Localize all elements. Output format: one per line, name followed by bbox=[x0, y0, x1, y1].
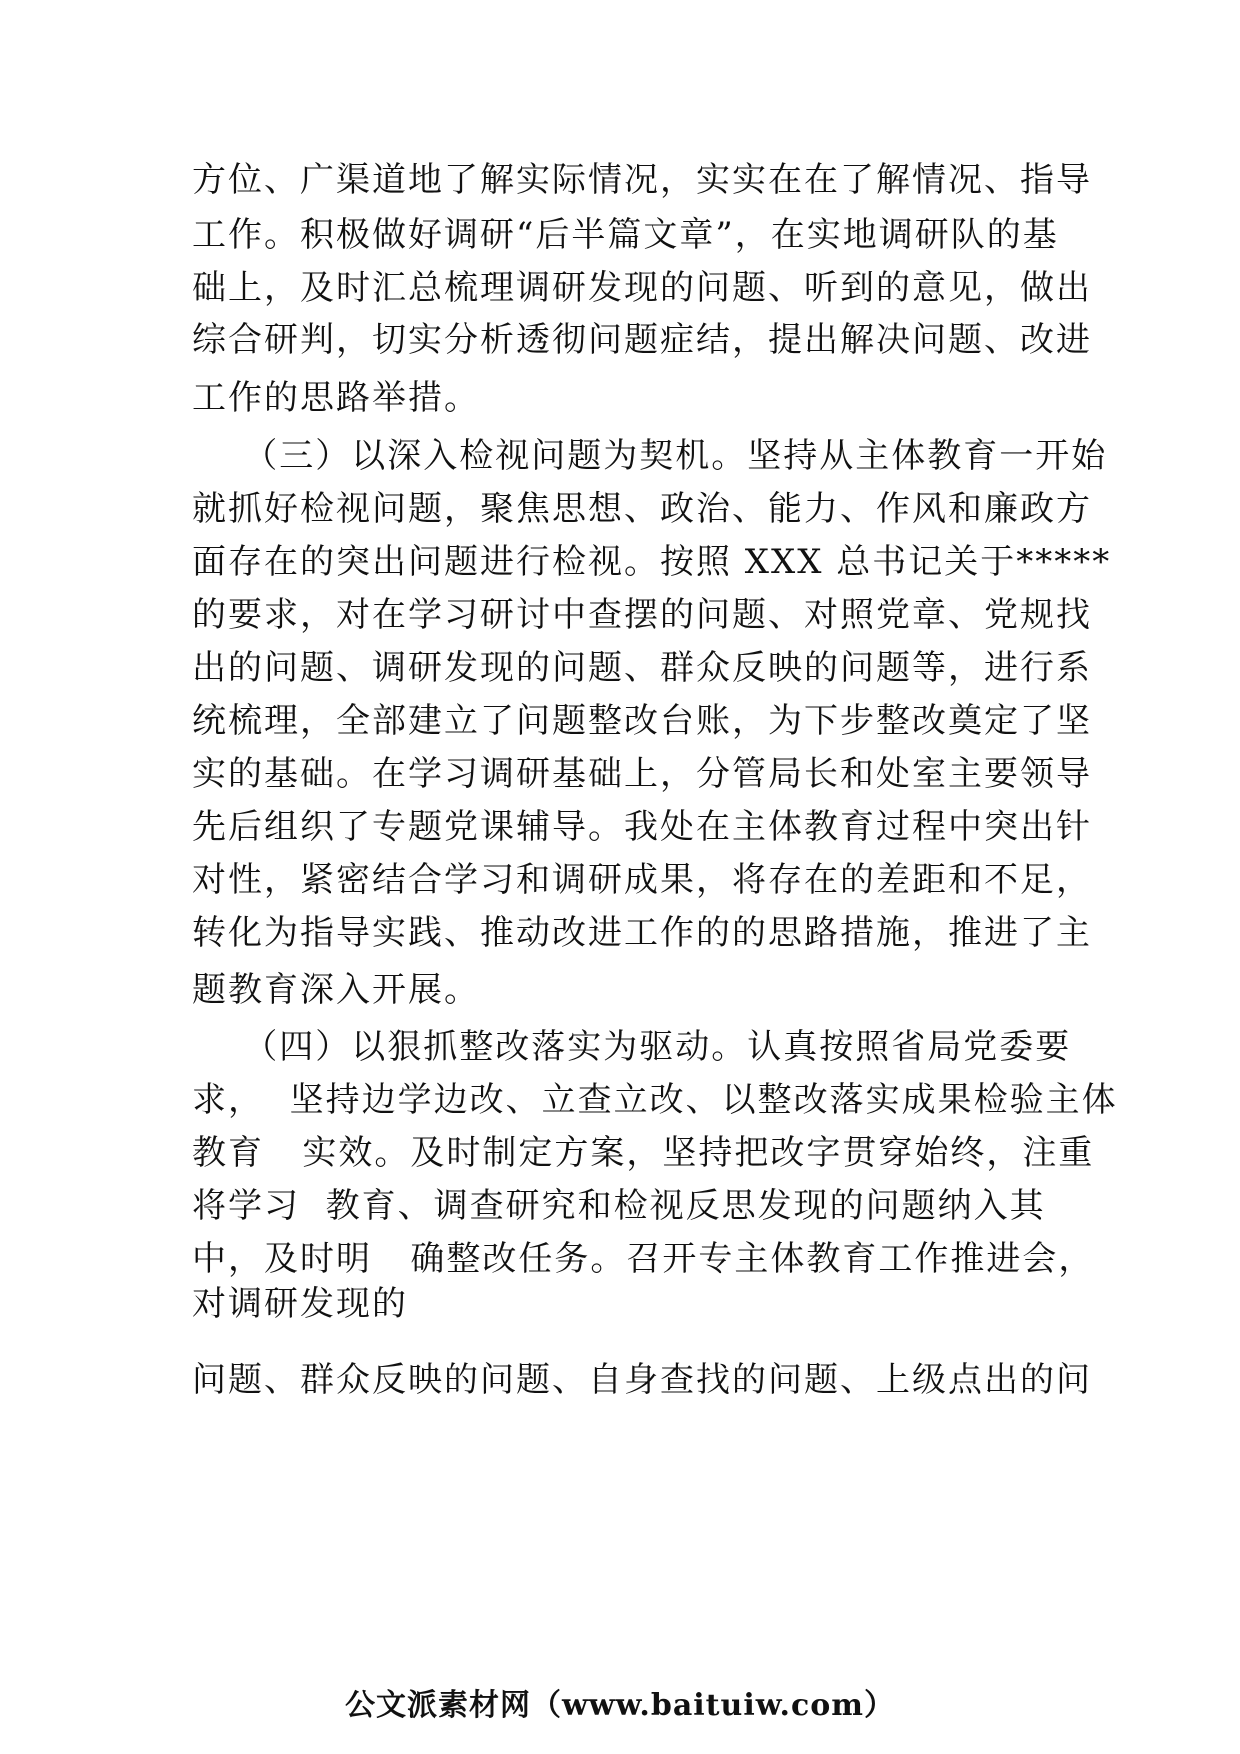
page-footer-watermark: 公文派素材网（www.baituiw.com） bbox=[344, 1688, 896, 1723]
body-text-line: 就抓好检视问题，聚焦思想、政治、能力、作风和廉政方 bbox=[192, 489, 1092, 529]
body-text-line: 方位、广渠道地了解实际情况，实实在在了解情况、指导 bbox=[192, 160, 1092, 200]
body-text-line: 将学习 教育、调查研究和检视反思发现的问题纳入其 bbox=[192, 1186, 1046, 1226]
section-heading-line: （四）以狠抓整改落实为驱动。认真按照省局党委要 bbox=[192, 1027, 1072, 1067]
body-text-line: 对性，紧密结合学习和调研成果，将存在的差距和不足， bbox=[192, 860, 1092, 900]
body-text-line: 对调研发现的 bbox=[192, 1284, 408, 1324]
body-text-line: 题教育深入开展。 bbox=[192, 970, 480, 1010]
body-text-line: 问题、群众反映的问题、自身查找的问题、上级点出的问 bbox=[192, 1360, 1092, 1400]
body-text-line: 求， 坚持边学边改、立查立改、以整改落实成果检验主体 bbox=[192, 1080, 1118, 1120]
body-text-line: 础上，及时汇总梳理调研发现的问题、听到的意见，做出 bbox=[192, 268, 1092, 308]
body-text-line: 工作。积极做好调研“后半篇文章”，在实地调研队的基 bbox=[192, 215, 1059, 255]
body-text-line: 先后组织了专题党课辅导。我处在主体教育过程中突出针 bbox=[192, 807, 1092, 847]
body-text-line: 综合研判，切实分析透彻问题症结，提出解决问题、改进 bbox=[192, 320, 1092, 360]
body-text-line: 出的问题、调研发现的问题、群众反映的问题等，进行系 bbox=[192, 648, 1092, 688]
body-text-line: 统梳理，全部建立了问题整改台账，为下步整改奠定了坚 bbox=[192, 701, 1092, 741]
body-text-line: 实的基础。在学习调研基础上，分管局长和处室主要领导 bbox=[192, 754, 1092, 794]
body-text-line: 工作的思路举措。 bbox=[192, 378, 480, 418]
body-text-line: 面存在的突出问题进行检视。按照 XXX 总书记关于***** bbox=[192, 542, 1112, 582]
body-text-line: 转化为指导实践、推动改进工作的的思路措施，推进了主 bbox=[192, 913, 1092, 953]
section-heading-line: （三）以深入检视问题为契机。坚持从主体教育一开始 bbox=[192, 436, 1108, 476]
body-text-line: 的要求，对在学习研讨中查摆的问题、对照党章、党规找 bbox=[192, 595, 1092, 635]
body-text-line: 中，及时明 确整改任务。召开专主体教育工作推进会， bbox=[192, 1239, 1095, 1279]
body-text-line: 教育 实效。及时制定方案，坚持把改字贯穿始终，注重 bbox=[192, 1133, 1095, 1173]
